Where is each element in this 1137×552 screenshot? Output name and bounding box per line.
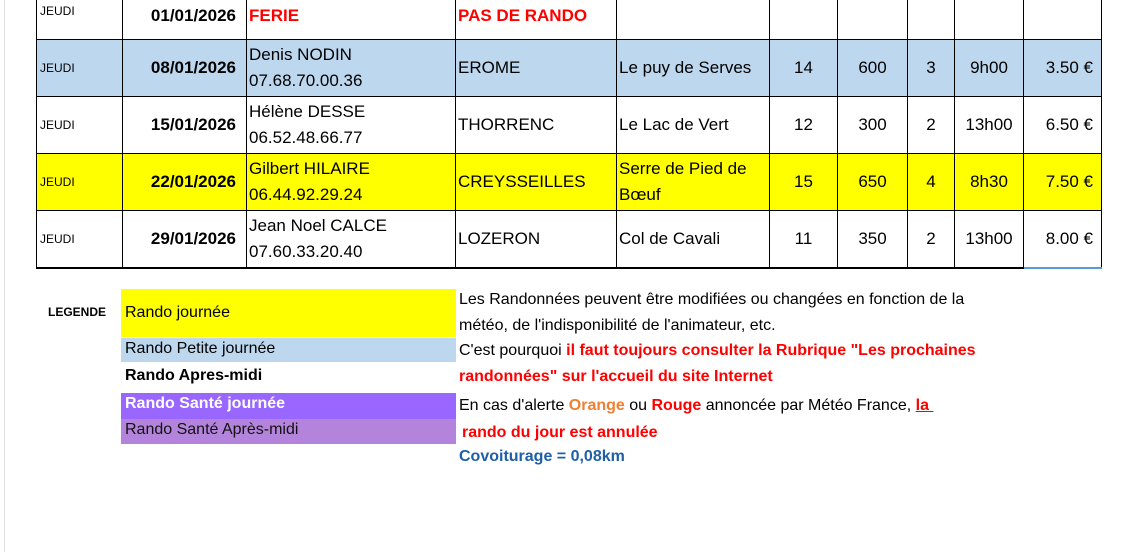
walk-cell: Le Lac de Vert xyxy=(617,97,770,154)
place-cell: LOZERON xyxy=(456,211,617,269)
price-cell: 3.50 € xyxy=(1024,40,1102,97)
level-cell: 3 xyxy=(908,40,955,97)
start-time-cell xyxy=(955,0,1024,40)
holiday-label: FERIE xyxy=(247,0,456,40)
km-cell xyxy=(770,0,838,40)
elevation-cell: 350 xyxy=(838,211,908,269)
day-cell: JEUDI xyxy=(37,97,123,154)
place-cell: CREYSSEILLES xyxy=(456,154,617,211)
price-cell: 7.50 € xyxy=(1024,154,1102,211)
level-cell: 2 xyxy=(908,211,955,269)
legend-item-rando-petite-journee: Rando Petite journée xyxy=(121,338,456,362)
day-cell: JEUDI xyxy=(37,0,123,40)
table-row xyxy=(37,154,1102,211)
guide-phone: 07.68.70.00.36 xyxy=(249,71,363,90)
day-cell: JEUDI xyxy=(37,211,123,269)
guide-phone: 07.60.33.20.40 xyxy=(249,242,363,261)
note-warning: randonnées" sur l'accueil du site Internet xyxy=(459,368,773,385)
date-cell: 29/01/2026 xyxy=(123,211,247,269)
guide-cell xyxy=(247,40,456,97)
date-cell: 08/01/2026 xyxy=(123,40,247,97)
guide-phone: 06.52.48.66.77 xyxy=(249,128,363,147)
table-row xyxy=(37,0,1102,40)
day-cell: JEUDI xyxy=(37,40,123,97)
guide-name: Gilbert HILAIRE xyxy=(249,159,370,178)
level-cell: 4 xyxy=(908,154,955,211)
place-cell: EROME xyxy=(456,40,617,97)
table-row xyxy=(37,211,1102,269)
guide-cell xyxy=(247,97,456,154)
page-left-border xyxy=(4,0,5,552)
level-cell: 2 xyxy=(908,97,955,154)
legend-title: LEGENDE xyxy=(48,305,107,319)
start-time-cell: 13h00 xyxy=(955,97,1024,154)
price-cell: 8.00 € xyxy=(1024,211,1102,269)
guide-name: Jean Noel CALCE xyxy=(249,216,387,235)
note-warning: rando du jour est annulée xyxy=(462,424,658,441)
alert-red: Rouge xyxy=(651,397,702,414)
walk-cell: Col de Cavali xyxy=(617,211,770,269)
place-cell: THORRENC xyxy=(456,97,617,154)
note-line xyxy=(459,340,976,362)
guide-cell xyxy=(247,211,456,269)
start-time-cell: 13h00 xyxy=(955,211,1024,269)
note-text: annoncée par Météo France, xyxy=(701,397,916,414)
elevation-cell: 300 xyxy=(838,97,908,154)
legend-item-rando-sante-journee: Rando Santé journée xyxy=(121,393,456,419)
date-cell: 15/01/2026 xyxy=(123,97,247,154)
carpool-rate: Covoiturage = 0,08km xyxy=(459,448,625,465)
note-text: C'est pourquoi xyxy=(459,342,567,359)
start-time-cell: 8h30 xyxy=(955,154,1024,211)
note-text: ou xyxy=(624,397,652,414)
table-row xyxy=(37,97,1102,154)
note-line xyxy=(459,395,933,417)
km-cell: 12 xyxy=(770,97,838,154)
km-cell: 14 xyxy=(770,40,838,97)
date-cell: 22/01/2026 xyxy=(123,154,247,211)
no-hike-label: PAS DE RANDO xyxy=(456,0,617,40)
legend-item-rando-journee: Rando journée xyxy=(121,289,456,337)
note-warning: il faut toujours consulter la Rubrique "Les prochaines xyxy=(566,342,976,359)
elevation-cell: 650 xyxy=(838,154,908,211)
price-cell: 6.50 € xyxy=(1024,97,1102,154)
date-cell: 01/01/2026 xyxy=(123,0,247,40)
underline-space xyxy=(929,397,933,414)
legend-item-rando-sante-apres-midi: Rando Santé Après-midi xyxy=(121,419,456,444)
note-line: météo, de l'indisponibilité de l'animateur, etc. xyxy=(459,317,776,334)
km-cell: 15 xyxy=(770,154,838,211)
note-line: Les Randonnées peuvent être modifiées ou changées en fonction de la xyxy=(459,291,965,308)
alert-orange: Orange xyxy=(568,397,625,414)
walk-cell: Le puy de Serves xyxy=(617,40,770,97)
guide-name: Denis NODIN xyxy=(249,45,352,64)
table-row xyxy=(37,40,1102,97)
legend-item-rando-apres-midi: Rando Apres-midi xyxy=(121,365,456,389)
note-text: En cas d'alerte xyxy=(459,397,569,414)
start-time-cell: 9h00 xyxy=(955,40,1024,97)
schedule-table xyxy=(36,0,1102,269)
price-cell xyxy=(1024,0,1102,40)
elevation-cell xyxy=(838,0,908,40)
km-cell: 11 xyxy=(770,211,838,269)
day-cell: JEUDI xyxy=(37,154,123,211)
note-warning: la xyxy=(915,397,929,414)
walk-cell xyxy=(617,0,770,40)
walk-cell: Serre de Pied de Bœuf xyxy=(617,154,770,211)
guide-phone: 06.44.92.29.24 xyxy=(249,185,363,204)
level-cell xyxy=(908,0,955,40)
guide-cell xyxy=(247,154,456,211)
guide-name: Hélène DESSE xyxy=(249,102,366,121)
elevation-cell: 600 xyxy=(838,40,908,97)
